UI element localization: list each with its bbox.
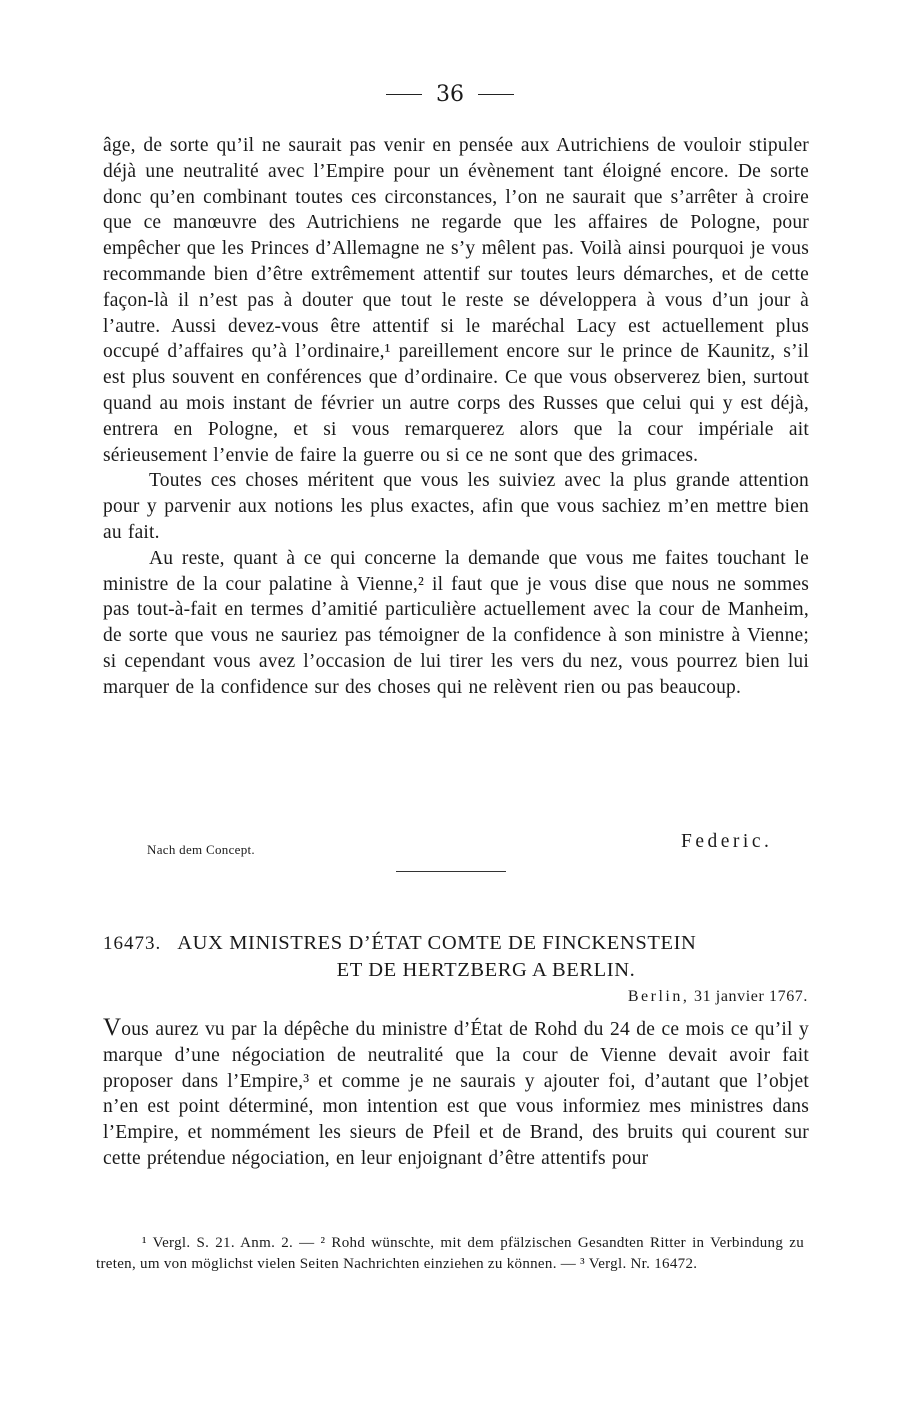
source-note: Nach dem Concept.	[147, 842, 255, 857]
letter-number: 16473.	[103, 933, 162, 954]
letter-1-body	[103, 133, 809, 701]
page-header	[0, 82, 900, 107]
header-dash-right	[478, 94, 514, 95]
letter-1-paragraph-3: Au reste, quant à ce qui concerne la demande que vous me faites touchant le ministre de la cour palatine à Vienne,² il faut que je vous dise que nous ne sommes pas tout-à-fait en termes d’amitié particulière actuellement avec la cour de Manheim, de sorte que vous ne sauriez pas témoigner de la confidence à son ministre à Vienne; si cependant vous avez l’occasion de lui tirer les vers du nez, vous pourrez bien lui marquer de la confidence sur des choses qui ne relèvent rien ou pas beaucoup.	[103, 547, 809, 698]
drop-cap: V	[103, 1014, 122, 1041]
letter-1-paragraph-1: âge, de sorte qu’il ne saurait pas venir en pensée aux Autrichiens de vouloir stipuler déjà une neutralité avec l’Empire pour un évènement tant éloigné encore. De sorte donc qu’en combinant toutes ces circonstances, l’on ne saurait que s’arrêter à croire que ce manœuvre des Autrichiens ne regarde que les affaires de Pologne, pour empêcher que les Princes d’Allemagne ne s’y mêlent pas. Voilà ainsi pourquoi je vous recommande bien d’être extrêmement attentif sur toutes leurs démarches, et de cette façon-là il n’est pas à douter que tout le reste se développera à vous d’un jour à l’autre. Aussi devez-vous être attentif si le maréchal Lacy est actuellement plus occupé d’affaires qu’à l’ordinaire,¹ pareillement encore sur le prince de Kaunitz, s’il est plus souvent en conférences que d’ordinaire. Ce que vous observerez bien, surtout quand au mois instant de février un autre corps des Russes que celui qui y est déjà, entrera en Pologne, et si vous remarquerez alors que la cour impériale ait sérieusement l’envie de faire la guerre ou si ce ne sont que des grimaces.	[103, 135, 809, 466]
letter-2-paragraph	[103, 1015, 809, 1172]
letter-2-body	[103, 1015, 809, 1172]
dateline-date: 31 janvier 1767.	[693, 988, 808, 1005]
dateline-place: Berlin,	[627, 988, 690, 1005]
footnotes	[96, 1233, 804, 1274]
header-dash-left	[386, 94, 422, 95]
signature: Federic.	[681, 831, 773, 852]
heading-line-1: AUX MINISTRES D’ÉTAT COMTE DE FINCKENSTEIN	[177, 932, 697, 954]
heading-line-2: ET DE HERTZBERG A BERLIN.	[336, 959, 636, 981]
dateline	[0, 988, 808, 1006]
page-number: 36	[436, 82, 464, 107]
letter-1-paragraph-2: Toutes ces choses méritent que vous les suiviez avec la plus grande attention pour y parvenir aux notions les plus exactes, afin que vous sachiez m’en mettre bien au fait.	[103, 470, 809, 543]
section-divider	[396, 871, 506, 872]
letter-2-heading	[103, 930, 809, 984]
letter-2-paragraph-text: ous aurez vu par la dépêche du ministre d’État de Rohd du 24 de ce mois ce qu’il y marque d’une négociation de neutralité que la cour de Vienne devait avoir fait proposer dans l’Empire,³ et comme je ne saurais y ajouter foi, d’autant que l’objet n’en est point déterminé, mon intention est que vous informiez mes ministres dans l’Empire, et nommément les sieurs de Pfeil et de Brand, des bruits qui courent sur cette prétendue négociation, en leur enjoignant d’être attentifs pour	[103, 1019, 809, 1169]
footnotes-text: ¹ Vergl. S. 21. Anm. 2. — ² Rohd wünschte, mit dem pfälzischen Gesandten Ritter in Verbindung zu treten, um von möglichst vielen Seiten Nachrichten einziehen zu können. — ³ Vergl. Nr. 16472.	[96, 1235, 804, 1272]
